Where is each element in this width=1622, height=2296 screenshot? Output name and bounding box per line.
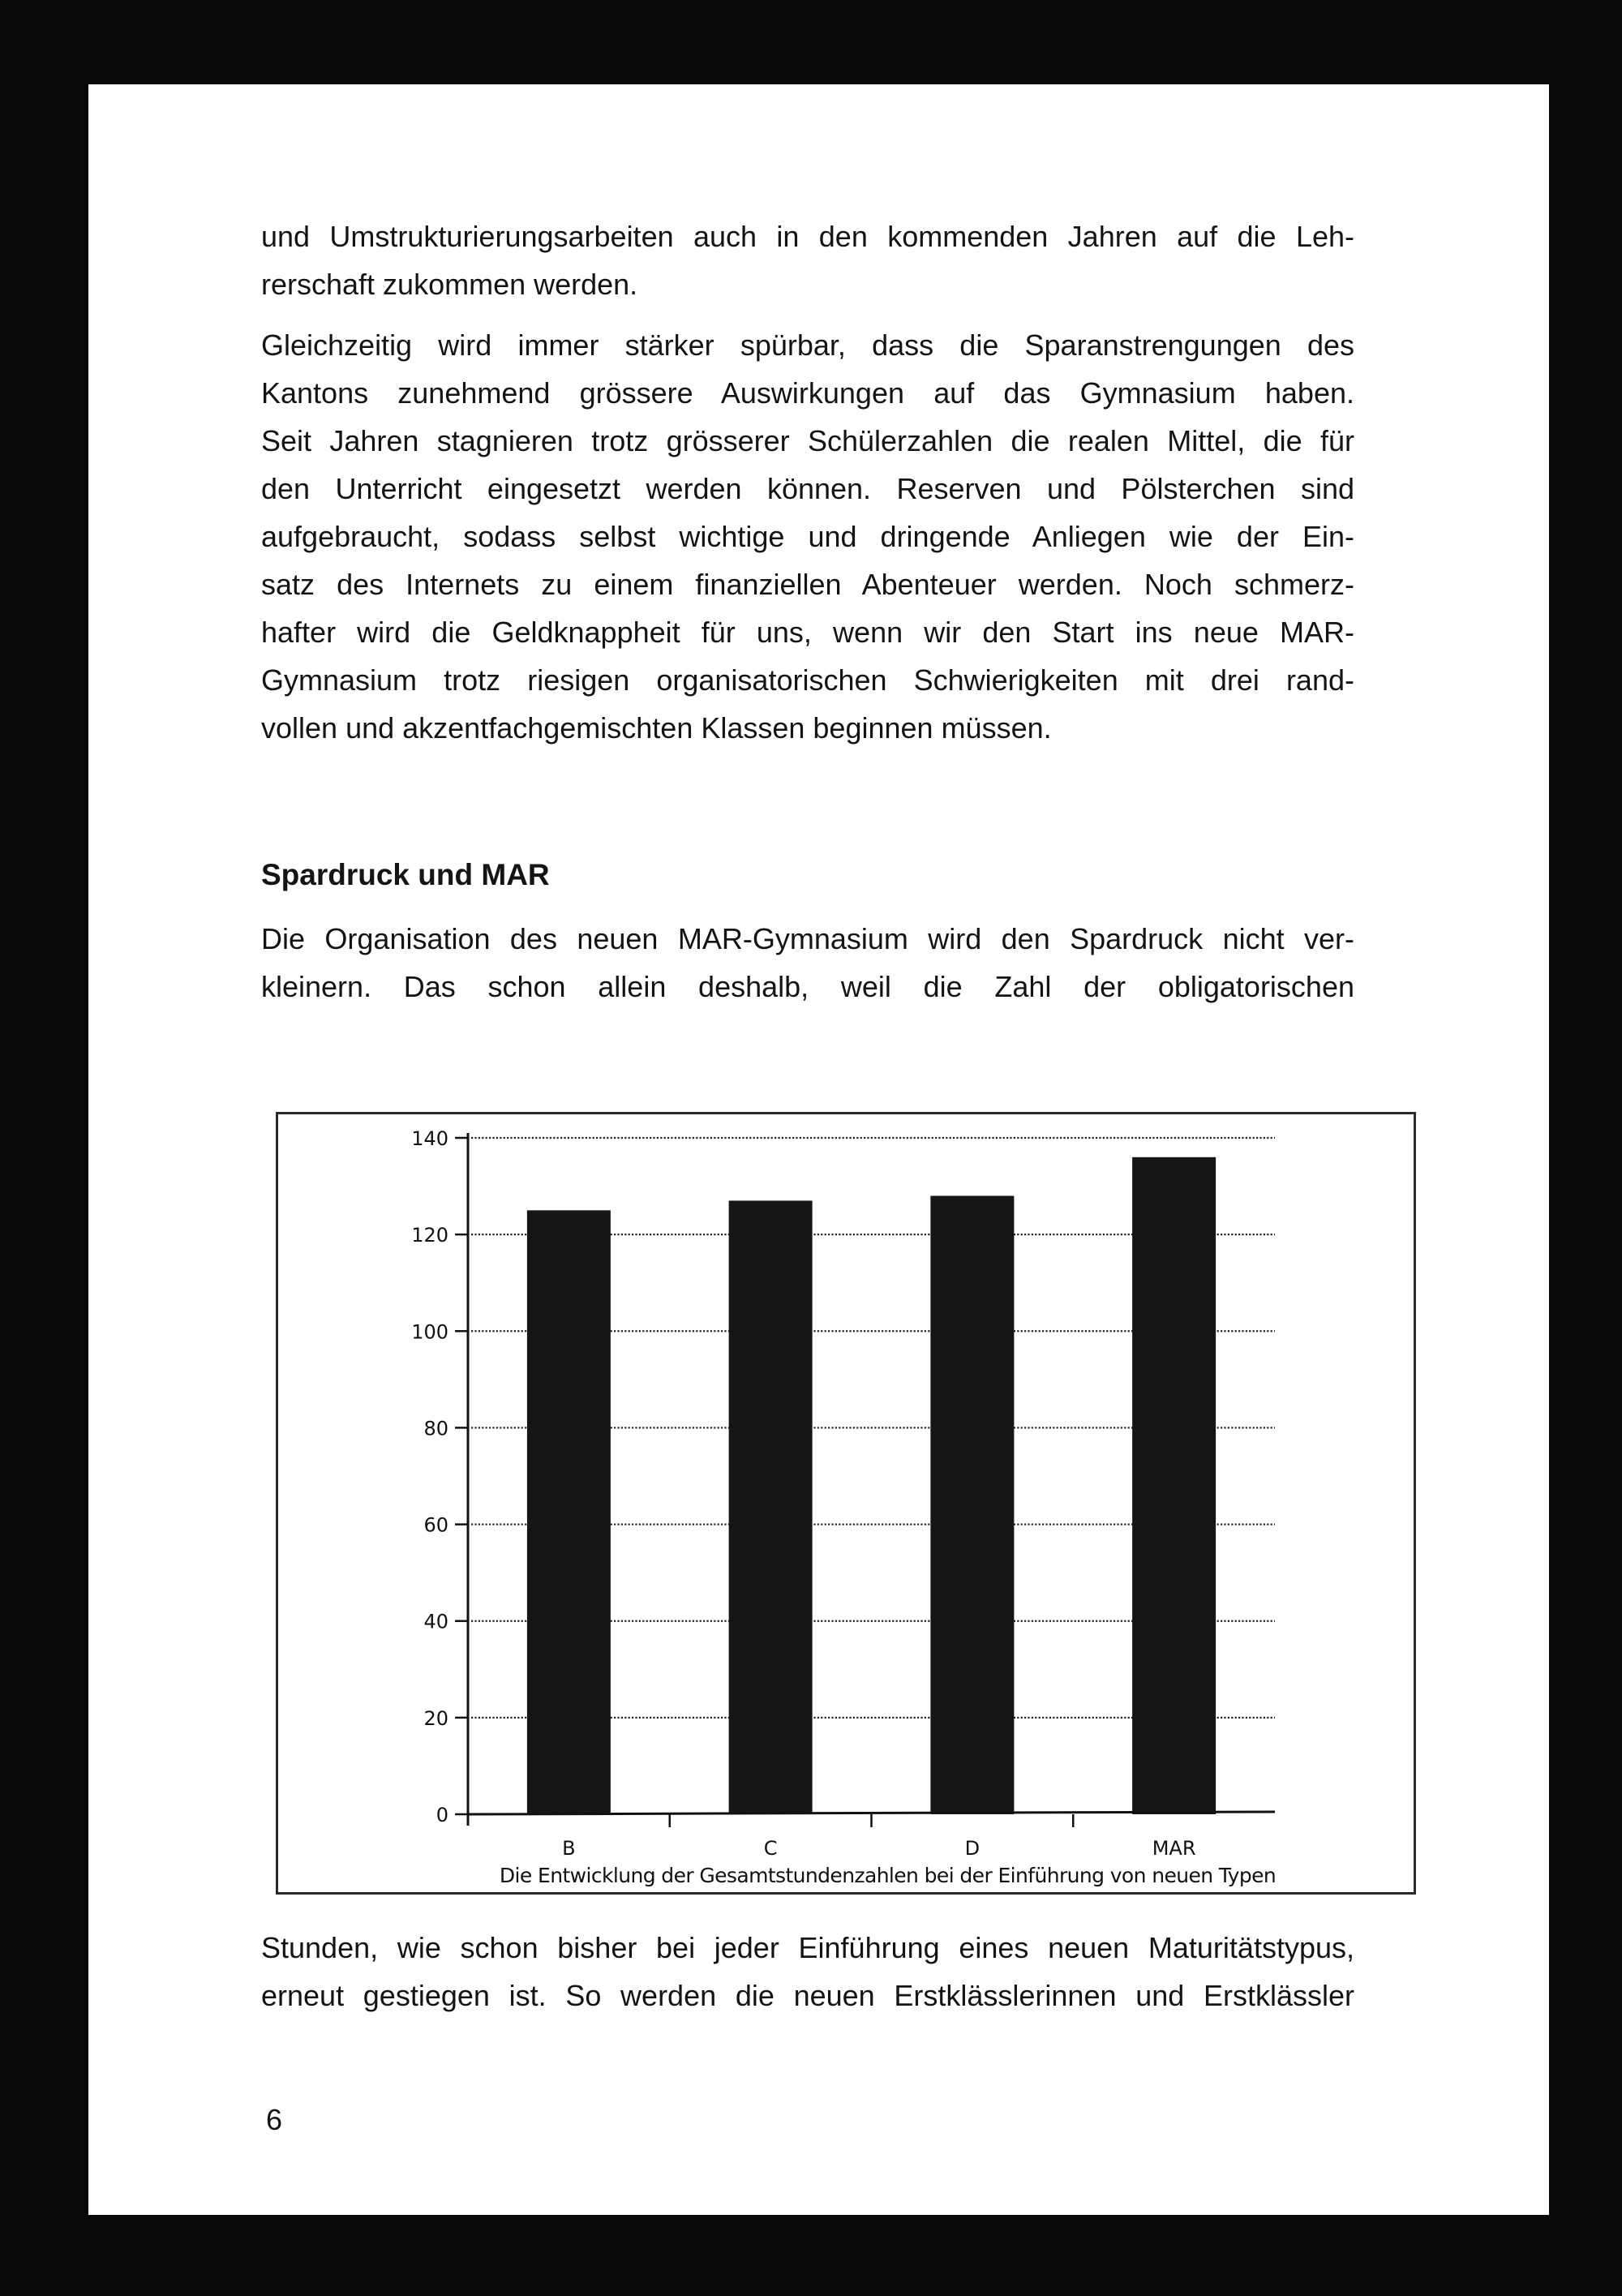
text-line: Kantons zunehmend grössere Auswirkungen auf das Gymnasium haben.	[261, 376, 1354, 410]
text-line: Gymnasium trotz riesigen organisatorischen Schwierigkeiten mit drei rand-	[261, 663, 1354, 697]
x-category-label: D	[964, 1837, 980, 1860]
y-tick-label: 120	[411, 1224, 448, 1247]
section-paragraph	[261, 915, 1354, 1011]
bar-d	[930, 1195, 1014, 1814]
x-axis-title: Die Entwicklung der Gesamtstundenzahlen bei der Einführung von neuen Typen	[499, 1864, 1277, 1887]
paragraph-2	[261, 321, 1354, 752]
y-tick-label: 20	[423, 1706, 448, 1730]
text-line: aufgebraucht, sodass selbst wichtige und dringende Anliegen wie der Ein-	[261, 520, 1354, 553]
section-heading: Spardruck und MAR	[261, 858, 550, 891]
y-tick-label: 60	[423, 1513, 448, 1537]
y-tick-label: 100	[411, 1320, 448, 1344]
page-number: 6	[266, 2103, 283, 2136]
bar-mar	[1132, 1157, 1216, 1814]
text-line: den Unterricht eingesetzt werden können. Reserven und Pölsterchen sind	[261, 472, 1354, 505]
text-line: Stunden, wie schon bisher bei jeder Einführung eines neuen Maturitätstypus,	[261, 1931, 1354, 1964]
y-tick-label: 0	[436, 1804, 448, 1826]
text-line: vollen und akzentfachgemischten Klassen beginnen müssen.	[261, 711, 1052, 745]
text-line: satz des Internets zu einem finanziellen Abenteuer werden. Noch schmerz-	[261, 568, 1354, 601]
x-category-label: MAR	[1152, 1837, 1196, 1860]
text-line: Die Organisation des neuen MAR-Gymnasium wird den Spardruck nicht ver-	[261, 922, 1354, 955]
bar-b	[527, 1210, 611, 1814]
y-tick-label: 40	[423, 1610, 448, 1633]
text-line: rerschaft zukommen werden.	[261, 268, 638, 301]
text-line: und Umstrukturierungsarbeiten auch in den kommenden Jahren auf die Leh-	[261, 220, 1354, 253]
x-category-label: C	[763, 1837, 778, 1860]
y-tick-label: 140	[411, 1127, 448, 1150]
bar-c	[729, 1200, 813, 1814]
y-tick-label: 80	[423, 1417, 448, 1440]
text-line: kleinern. Das schon allein deshalb, weil die Zahl der obligatorischen	[261, 970, 1354, 1003]
text-line: Seit Jahren stagnieren trotz grösserer Schülerzahlen die realen Mittel, die für	[261, 424, 1354, 457]
text-line: erneut gestiegen ist. So werden die neuen Erstklässlerinnen und Erstklässler	[261, 1979, 1354, 2012]
x-category-label: B	[562, 1837, 576, 1860]
bar-chart	[276, 1112, 1416, 1895]
text-line: Gleichzeitig wird immer stärker spürbar, dass die Sparanstrengungen des	[261, 328, 1354, 362]
paragraph-1	[261, 212, 1354, 308]
text-line: hafter wird die Geldknappheit für uns, wenn wir den Start ins neue MAR-	[261, 616, 1354, 649]
paragraph-after-chart	[261, 1924, 1354, 2019]
chart-canvas	[278, 1114, 1414, 1892]
